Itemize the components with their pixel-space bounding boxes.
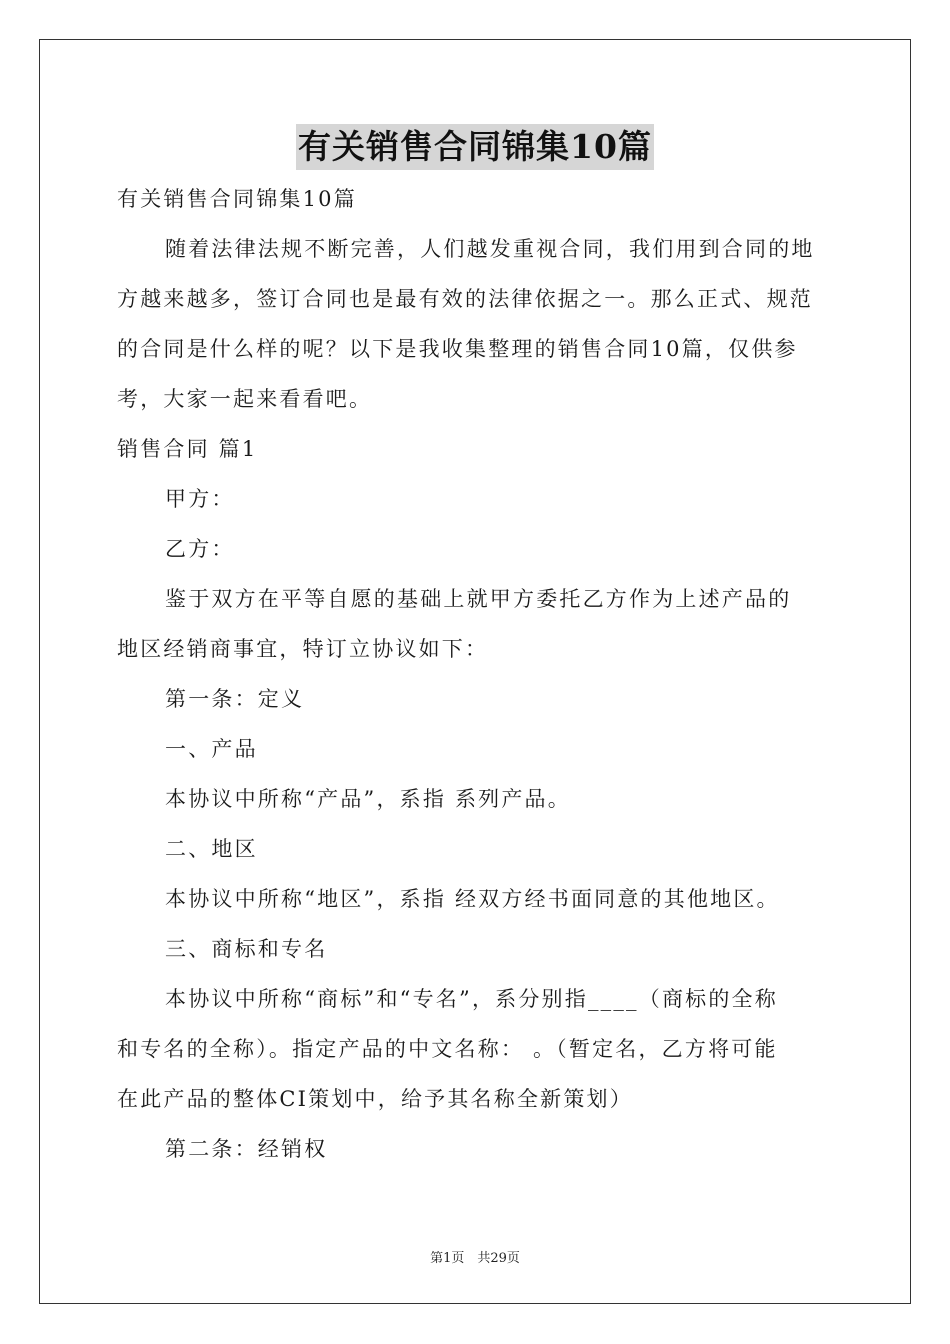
paragraph-line: 地区经销商事宜，特订立协议如下： (117, 637, 489, 661)
paragraph-line: 和专名的全称）。指定产品的中文名称： 。（暂定名，乙方将可能 (117, 1037, 778, 1061)
paragraph-line: 本协议中所称“产品”，系指 系列产品。 (165, 787, 571, 811)
clause-heading: 三、商标和专名 (165, 937, 328, 961)
paragraph-line: 随着法律法规不断完善，人们越发重视合同，我们用到合同的地 (165, 237, 815, 261)
paragraph-line: 本协议中所称“商标”和“专名”，系分别指____（商标的全称 (165, 987, 778, 1011)
page-border (39, 39, 911, 1304)
paragraph-line: 方越来越多，签订合同也是最有效的法律依据之一。那么正式、规范 (117, 287, 813, 311)
paragraph-line: 的合同是什么样的呢？以下是我收集整理的销售合同10篇，仅供参 (117, 337, 798, 361)
section-heading: 销售合同 篇1 (117, 437, 258, 461)
party-b-line: 乙方： (165, 537, 235, 561)
subtitle-line: 有关销售合同锦集10篇 (117, 187, 357, 211)
clause-heading: 一、产品 (165, 737, 258, 761)
clause-heading: 二、地区 (165, 837, 258, 861)
paragraph-line: 考，大家一起来看看吧。 (117, 387, 373, 411)
article-heading: 第二条：经销权 (165, 1137, 328, 1161)
page-footer: 第1页 共29页 (430, 1251, 520, 1266)
paragraph-line: 本协议中所称“地区”，系指 经双方经书面同意的其他地区。 (165, 887, 780, 911)
document-title: 有关销售合同锦集10篇 (296, 124, 654, 170)
paragraph-line: 在此产品的整体CI策划中，给予其名称全新策划） (117, 1087, 633, 1111)
article-heading: 第一条：定义 (165, 687, 305, 711)
paragraph-line: 鉴于双方在平等自愿的基础上就甲方委托乙方作为上述产品的 (165, 587, 792, 611)
title-wrapper (0, 124, 950, 170)
party-a-line: 甲方： (165, 487, 235, 511)
